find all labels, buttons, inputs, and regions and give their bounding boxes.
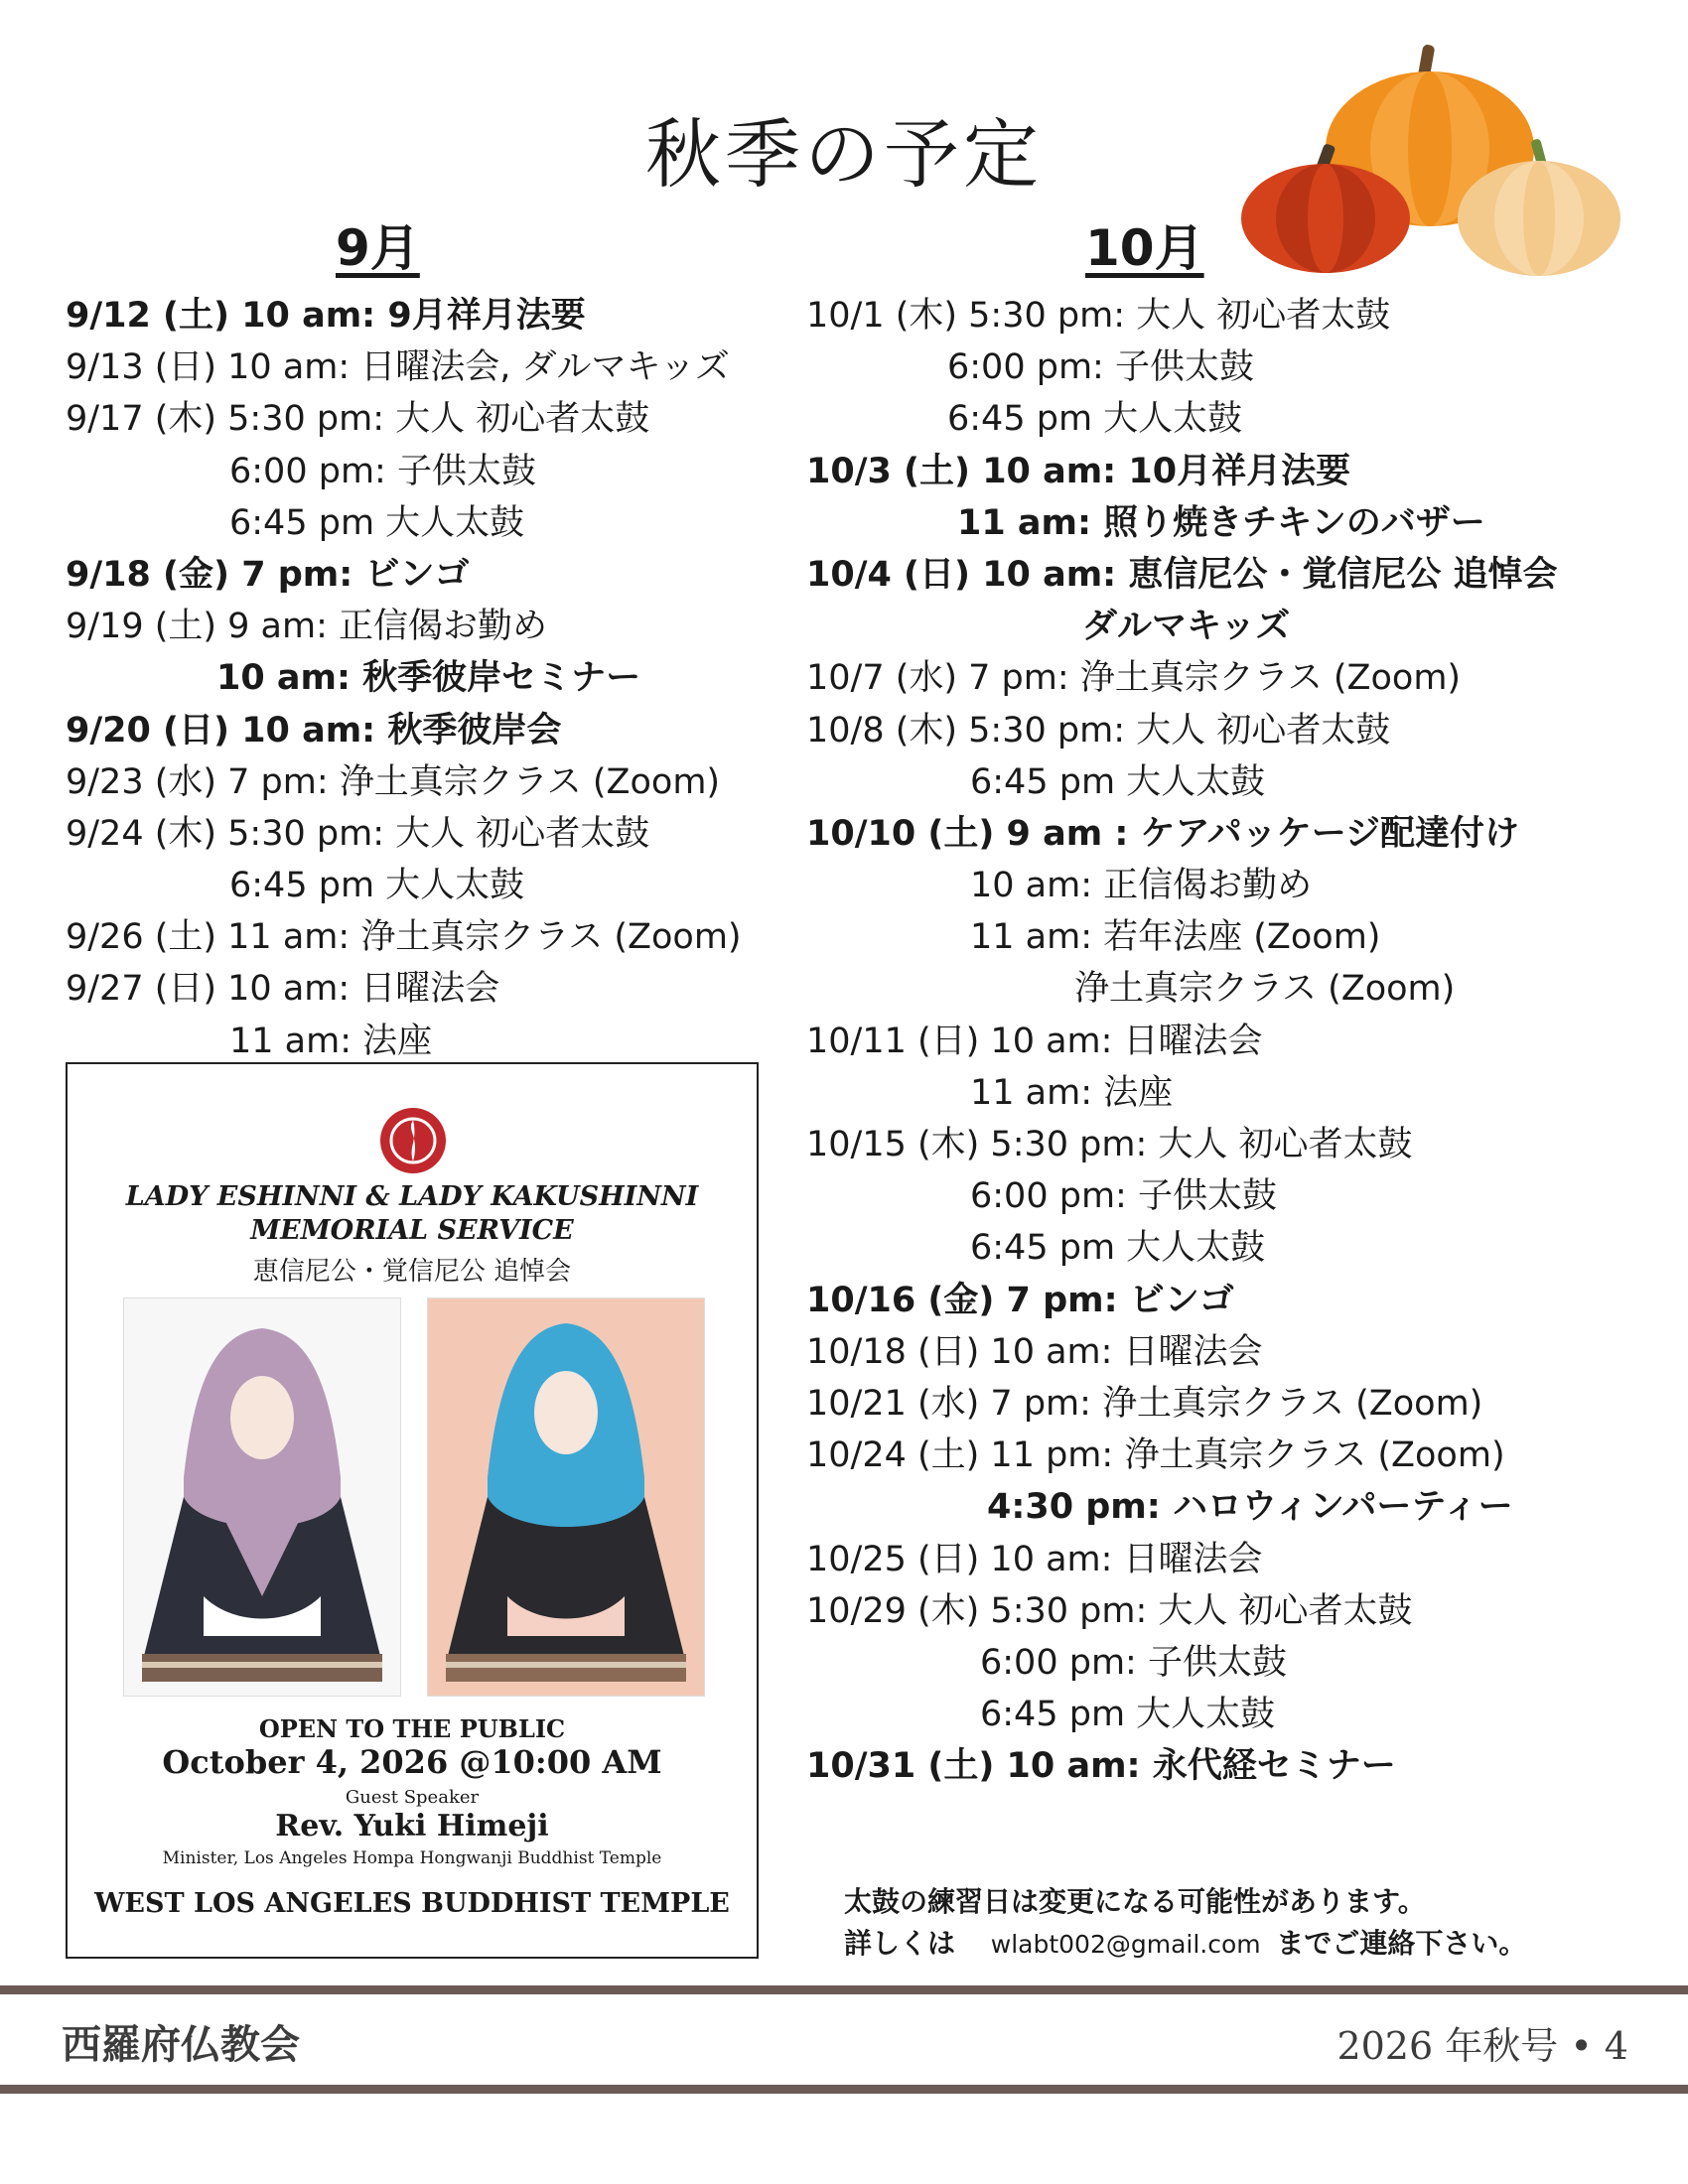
october-event-line: 10/25 (日) 10 am: 日曜法会 <box>806 1539 1263 1579</box>
october-event-line: 10/1 (木) 5:30 pm: 大人 初心者太鼓 <box>806 296 1391 336</box>
footer-temple-name: 西羅府仏教会 <box>62 2022 300 2068</box>
october-event-line: 10/29 (木) 5:30 pm: 大人 初心者太鼓 <box>806 1590 1413 1631</box>
portrait-lady-kakushinni <box>427 1297 705 1697</box>
taiko-note-line1: 太鼓の練習日は変更になる可能性があります。 <box>844 1885 1426 1918</box>
september-event-line: 9/24 (木) 5:30 pm: 大人 初心者太鼓 <box>66 813 650 854</box>
october-event-line: 10 am: 正信偈お勤め <box>970 866 1313 906</box>
october-event-line: 6:45 pm 大人太鼓 <box>970 761 1266 802</box>
october-event-line: 10/21 (水) 7 pm: 浄土真宗クラス (Zoom) <box>806 1383 1483 1424</box>
note-suffix: までご連絡下さい。 <box>1276 1927 1527 1960</box>
october-heading: 10月 <box>1085 219 1204 277</box>
october-event-line: 6:00 pm: 子供太鼓 <box>980 1642 1287 1683</box>
pumpkins-illustration <box>1231 40 1628 278</box>
september-event-line: 9/27 (日) 10 am: 日曜法会 <box>66 969 500 1010</box>
flyer-date: October 4, 2026 @10:00 AM <box>162 1743 662 1781</box>
october-event-line: 6:45 pm 大人太鼓 <box>947 399 1243 440</box>
footer-issue-page: 2026 年秋号 • 4 <box>1336 2024 1628 2068</box>
flyer-temple-name: WEST LOS ANGELES BUDDHIST TEMPLE <box>94 1888 730 1919</box>
october-event-line: 6:00 pm: 子供太鼓 <box>947 347 1254 388</box>
october-event-line: 6:45 pm 大人太鼓 <box>980 1695 1276 1735</box>
october-event-line: 10/10 (土) 9 am : ケアパッケージ配達付け <box>806 813 1520 854</box>
october-event-line: 11 am: 若年法座 (Zoom) <box>970 917 1381 958</box>
temple-crest-icon <box>378 1106 448 1175</box>
september-schedule <box>66 290 742 1067</box>
september-event-line: 6:00 pm: 子供太鼓 <box>229 451 536 491</box>
september-event-line: 9/18 (金) 7 pm: ビンゴ <box>66 554 470 595</box>
flyer-speaker-role: Minister, Los Angeles Hompa Hongwanji Buddhist Temple <box>162 1848 662 1868</box>
september-event-line: 9/23 (水) 7 pm: 浄土真宗クラス (Zoom) <box>66 761 721 802</box>
footer-rule-top <box>0 1985 1688 1994</box>
september-event-line: 6:45 pm 大人太鼓 <box>229 866 525 906</box>
flyer-open-to-public: OPEN TO THE PUBLIC <box>258 1714 566 1743</box>
september-event-line: 6:45 pm 大人太鼓 <box>229 502 525 543</box>
september-event-line: 10 am: 秋季彼岸セミナー <box>216 658 641 699</box>
page-title: 秋季の予定 <box>645 110 1043 199</box>
flyer-title-japanese: 恵信尼公・覚信尼公 追悼会 <box>252 1257 572 1287</box>
october-event-line: 11 am: 法座 <box>970 1072 1174 1113</box>
october-event-line: 10/16 (金) 7 pm: ビンゴ <box>806 1280 1234 1320</box>
portrait-lady-eshinni <box>123 1297 401 1697</box>
taiko-note-line2 <box>844 1922 1526 1962</box>
september-event-line: 9/26 (土) 11 am: 浄土真宗クラス (Zoom) <box>66 917 742 958</box>
october-event-line: 10/7 (水) 7 pm: 浄土真宗クラス (Zoom) <box>806 658 1462 699</box>
contact-email-link[interactable]: wlabt002@gmail.com <box>990 1930 1261 1959</box>
september-heading: 9月 <box>336 219 420 277</box>
october-event-line: ダルマキッズ <box>1082 607 1291 647</box>
flyer-speaker-name: Rev. Yuki Himeji <box>275 1809 549 1843</box>
october-event-line: 4:30 pm: ハロウィンパーティー <box>987 1487 1513 1528</box>
october-event-line: 6:00 pm: 子供太鼓 <box>970 1176 1277 1217</box>
october-event-line: 10/31 (土) 10 am: 永代経セミナー <box>806 1746 1396 1787</box>
note-prefix: 詳しくは <box>844 1927 956 1960</box>
september-event-line: 11 am: 法座 <box>229 1021 433 1061</box>
october-event-line: 11 am: 照り焼きチキンのバザー <box>957 502 1485 543</box>
flyer-speaker-label: Guest Speaker <box>345 1787 480 1808</box>
october-schedule <box>806 290 1558 1792</box>
october-event-line: 10/4 (日) 10 am: 恵信尼公・覚信尼公 追悼会 <box>806 554 1558 595</box>
october-event-line: 10/24 (土) 11 pm: 浄土真宗クラス (Zoom) <box>806 1435 1505 1476</box>
october-event-line: 浄土真宗クラス (Zoom) <box>1074 969 1456 1010</box>
october-event-line: 10/8 (木) 5:30 pm: 大人 初心者太鼓 <box>806 710 1391 751</box>
memorial-service-flyer <box>66 1062 759 1959</box>
september-event-line: 9/13 (日) 10 am: 日曜法会, ダルマキッズ <box>66 347 730 388</box>
september-event-line: 9/20 (日) 10 am: 秋季彼岸会 <box>66 710 562 751</box>
september-event-line: 9/19 (土) 9 am: 正信偈お勤め <box>66 607 548 647</box>
september-event-line: 9/17 (木) 5:30 pm: 大人 初心者太鼓 <box>66 399 650 440</box>
october-event-line: 10/3 (土) 10 am: 10月祥月法要 <box>806 451 1351 491</box>
flyer-title-line2: MEMORIAL SERVICE <box>250 1215 574 1246</box>
flyer-title-line1: LADY ESHINNI & LADY KAKUSHINNI <box>125 1181 699 1212</box>
october-event-line: 6:45 pm 大人太鼓 <box>970 1228 1266 1269</box>
october-event-line: 10/11 (日) 10 am: 日曜法会 <box>806 1021 1263 1061</box>
october-event-line: 10/18 (日) 10 am: 日曜法会 <box>806 1331 1263 1372</box>
september-event-line: 9/12 (土) 10 am: 9月祥月法要 <box>66 296 586 336</box>
october-event-line: 10/15 (木) 5:30 pm: 大人 初心者太鼓 <box>806 1125 1413 1164</box>
footer-rule-bottom <box>0 2085 1688 2094</box>
